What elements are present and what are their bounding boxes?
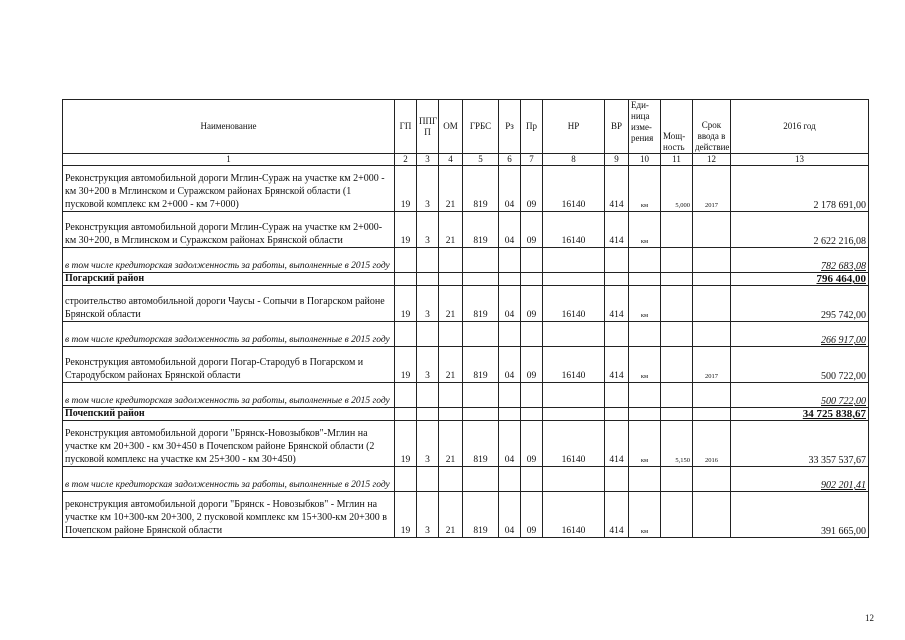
cell-nr	[543, 322, 605, 347]
cell-grbs: 819	[463, 421, 499, 467]
cell-grbs	[463, 248, 499, 273]
cell-gp: 19	[395, 212, 417, 248]
cell-pr	[521, 248, 543, 273]
cell-om	[439, 322, 463, 347]
district-row	[63, 408, 869, 421]
cell-vr	[605, 322, 629, 347]
cell-gp: 19	[395, 421, 417, 467]
cell-unit: км	[629, 421, 661, 467]
cell-vr	[605, 248, 629, 273]
row-name: Реконструкция автомобильной дороги Мглин-Сураж на участке км 2+000 - км 30+200 в Мглинском и Суражском районах Брянской области (1 пусковой комплекс км 2+000 - км 7+000)	[63, 166, 395, 212]
header-rz: Рз	[499, 100, 521, 154]
cell-unit: км	[629, 166, 661, 212]
cell-vr: 414	[605, 492, 629, 538]
column-number: 5	[463, 154, 499, 166]
cell-ppgp	[417, 467, 439, 492]
cell-term	[693, 383, 731, 408]
cell-om: 21	[439, 492, 463, 538]
row-name: в том числе кредиторская задолженность за работы, выполненные в 2015 году	[63, 467, 395, 492]
column-number: 3	[417, 154, 439, 166]
district-row	[63, 273, 869, 286]
cell-grbs: 819	[463, 212, 499, 248]
row-amount: 2 622 216,08	[731, 212, 869, 248]
cell-gp	[395, 467, 417, 492]
row-name: в том числе кредиторская задолженность за работы, выполненные в 2015 году	[63, 322, 395, 347]
cell-nr	[543, 273, 605, 286]
cell-grbs	[463, 467, 499, 492]
cell-gp: 19	[395, 347, 417, 383]
cell-rz: 04	[499, 347, 521, 383]
cell-ppgp	[417, 383, 439, 408]
row-amount: 33 357 537,67	[731, 421, 869, 467]
cell-nr: 16140	[543, 347, 605, 383]
table-body	[63, 166, 869, 538]
cell-gp	[395, 383, 417, 408]
budget-table	[62, 99, 869, 538]
row-amount: 266 917,00	[731, 322, 869, 347]
cell-om: 21	[439, 166, 463, 212]
cell-unit: км	[629, 347, 661, 383]
cell-ppgp	[417, 248, 439, 273]
cell-power	[661, 467, 693, 492]
cell-vr	[605, 273, 629, 286]
cell-power	[661, 383, 693, 408]
header-name: Наименование	[63, 100, 395, 154]
table-row	[63, 347, 869, 383]
cell-nr	[543, 248, 605, 273]
cell-nr	[543, 383, 605, 408]
cell-nr: 16140	[543, 212, 605, 248]
cell-om: 21	[439, 347, 463, 383]
cell-pr	[521, 383, 543, 408]
row-name: Реконструкция автомобильной дороги Мглин-Сураж на участке км 2+000-км 30+200, в Мглинском и Суражском районах Брянской области	[63, 212, 395, 248]
header-power: Мощ- ность	[661, 100, 693, 154]
table-row	[63, 286, 869, 322]
cell-pr	[521, 467, 543, 492]
cell-grbs: 819	[463, 492, 499, 538]
column-number: 13	[731, 154, 869, 166]
cell-rz: 04	[499, 166, 521, 212]
subtotal-row	[63, 383, 869, 408]
column-number: 2	[395, 154, 417, 166]
cell-nr: 16140	[543, 421, 605, 467]
column-number: 7	[521, 154, 543, 166]
cell-gp	[395, 408, 417, 421]
cell-om	[439, 383, 463, 408]
cell-pr: 09	[521, 347, 543, 383]
cell-om	[439, 408, 463, 421]
page-number: 12	[865, 613, 874, 623]
cell-vr	[605, 408, 629, 421]
row-name: строительство автомобильной дороги Чаусы - Сопычи в Погарском районе Брянской области	[63, 286, 395, 322]
cell-unit	[629, 322, 661, 347]
cell-gp: 19	[395, 166, 417, 212]
cell-pr: 09	[521, 421, 543, 467]
cell-power	[661, 408, 693, 421]
column-number: 4	[439, 154, 463, 166]
cell-om	[439, 467, 463, 492]
cell-pr: 09	[521, 492, 543, 538]
cell-om: 21	[439, 421, 463, 467]
column-number: 8	[543, 154, 605, 166]
cell-rz	[499, 273, 521, 286]
cell-power: 5,000	[661, 166, 693, 212]
header-nr: НР	[543, 100, 605, 154]
cell-ppgp: 3	[417, 212, 439, 248]
cell-rz: 04	[499, 421, 521, 467]
subtotal-row	[63, 322, 869, 347]
cell-unit	[629, 467, 661, 492]
header-gp: ГП	[395, 100, 417, 154]
row-amount: 796 464,00	[731, 273, 869, 286]
cell-gp: 19	[395, 492, 417, 538]
cell-term	[693, 212, 731, 248]
cell-ppgp: 3	[417, 347, 439, 383]
cell-grbs	[463, 273, 499, 286]
column-number: 6	[499, 154, 521, 166]
header-row	[63, 100, 869, 154]
cell-power	[661, 286, 693, 322]
row-amount: 902 201,41	[731, 467, 869, 492]
row-name: Реконструкция автомобильной дороги "Брянск-Новозыбков"-Мглин на участке км 20+300 - км 30+450 в Почепском районе Брянской области (2 пусковой комплекс на участке км 25+300 - км 30+450)	[63, 421, 395, 467]
column-number: 10	[629, 154, 661, 166]
row-name: Погарский район	[63, 273, 395, 286]
subtotal-row	[63, 467, 869, 492]
cell-ppgp	[417, 408, 439, 421]
cell-unit	[629, 248, 661, 273]
cell-grbs: 819	[463, 286, 499, 322]
header-om: ОМ	[439, 100, 463, 154]
table-row	[63, 166, 869, 212]
cell-unit	[629, 383, 661, 408]
header-ppgp: ППГ П	[417, 100, 439, 154]
cell-grbs	[463, 322, 499, 347]
row-amount: 500 722,00	[731, 383, 869, 408]
row-amount: 782 683,08	[731, 248, 869, 273]
cell-unit	[629, 273, 661, 286]
cell-grbs	[463, 408, 499, 421]
cell-rz	[499, 248, 521, 273]
cell-nr	[543, 467, 605, 492]
cell-rz	[499, 383, 521, 408]
cell-rz	[499, 322, 521, 347]
cell-power	[661, 212, 693, 248]
cell-vr: 414	[605, 421, 629, 467]
cell-pr: 09	[521, 286, 543, 322]
header-year: 2016 год	[731, 100, 869, 154]
cell-ppgp: 3	[417, 286, 439, 322]
cell-gp: 19	[395, 286, 417, 322]
cell-om: 21	[439, 212, 463, 248]
cell-pr: 09	[521, 166, 543, 212]
cell-nr: 16140	[543, 492, 605, 538]
cell-grbs: 819	[463, 347, 499, 383]
row-amount: 295 742,00	[731, 286, 869, 322]
column-number: 9	[605, 154, 629, 166]
cell-rz	[499, 467, 521, 492]
cell-term: 2017	[693, 166, 731, 212]
table-row	[63, 492, 869, 538]
cell-rz	[499, 408, 521, 421]
cell-rz: 04	[499, 286, 521, 322]
cell-vr	[605, 383, 629, 408]
cell-om: 21	[439, 286, 463, 322]
cell-om	[439, 248, 463, 273]
cell-ppgp	[417, 322, 439, 347]
header-unit: Еди- ница изме- рения	[629, 100, 661, 154]
row-amount: 2 178 691,00	[731, 166, 869, 212]
cell-ppgp: 3	[417, 421, 439, 467]
header-term: Срок ввода в действие	[693, 100, 731, 154]
cell-power	[661, 347, 693, 383]
row-amount: 500 722,00	[731, 347, 869, 383]
column-number: 12	[693, 154, 731, 166]
cell-ppgp: 3	[417, 166, 439, 212]
cell-rz: 04	[499, 492, 521, 538]
row-name: Почепский район	[63, 408, 395, 421]
table-row	[63, 421, 869, 467]
cell-nr	[543, 408, 605, 421]
header-pr: Пр	[521, 100, 543, 154]
row-amount: 34 725 838,67	[731, 408, 869, 421]
cell-vr: 414	[605, 347, 629, 383]
cell-vr	[605, 467, 629, 492]
cell-ppgp	[417, 273, 439, 286]
cell-pr	[521, 322, 543, 347]
cell-power	[661, 248, 693, 273]
cell-ppgp: 3	[417, 492, 439, 538]
cell-unit: км	[629, 492, 661, 538]
cell-power: 5,150	[661, 421, 693, 467]
cell-nr: 16140	[543, 286, 605, 322]
column-number: 1	[63, 154, 395, 166]
row-amount: 391 665,00	[731, 492, 869, 538]
cell-term	[693, 322, 731, 347]
header-grbs: ГРБС	[463, 100, 499, 154]
column-number-row	[63, 154, 869, 166]
cell-nr: 16140	[543, 166, 605, 212]
cell-term: 2016	[693, 421, 731, 467]
cell-om	[439, 273, 463, 286]
cell-pr	[521, 273, 543, 286]
cell-unit	[629, 408, 661, 421]
cell-gp	[395, 248, 417, 273]
cell-term	[693, 273, 731, 286]
cell-grbs	[463, 383, 499, 408]
cell-grbs: 819	[463, 166, 499, 212]
cell-term: 2017	[693, 347, 731, 383]
row-name: Реконструкция автомобильной дороги Погар-Стародуб в Погарском и Стародубском районах Брянской области	[63, 347, 395, 383]
table-row	[63, 212, 869, 248]
column-number: 11	[661, 154, 693, 166]
row-name: реконструкция автомобильной дороги "Брянск - Новозыбков" - Мглин на участке км 10+300-км 20+300, 2 пусковой комплекс км 15+300-км 20+300 в Почепском районе Брянской области	[63, 492, 395, 538]
cell-unit: км	[629, 212, 661, 248]
cell-pr	[521, 408, 543, 421]
subtotal-row	[63, 248, 869, 273]
row-name: в том числе кредиторская задолженность за работы, выполненные в 2015 году	[63, 248, 395, 273]
cell-vr: 414	[605, 212, 629, 248]
cell-power	[661, 273, 693, 286]
cell-gp	[395, 273, 417, 286]
cell-power	[661, 492, 693, 538]
header-vr: ВР	[605, 100, 629, 154]
cell-term	[693, 286, 731, 322]
row-name: в том числе кредиторская задолженность за работы, выполненные в 2015 году	[63, 383, 395, 408]
cell-term	[693, 467, 731, 492]
cell-term	[693, 408, 731, 421]
cell-pr: 09	[521, 212, 543, 248]
cell-term	[693, 248, 731, 273]
cell-term	[693, 492, 731, 538]
cell-unit: км	[629, 286, 661, 322]
cell-gp	[395, 322, 417, 347]
cell-vr: 414	[605, 166, 629, 212]
cell-power	[661, 322, 693, 347]
cell-vr: 414	[605, 286, 629, 322]
cell-rz: 04	[499, 212, 521, 248]
